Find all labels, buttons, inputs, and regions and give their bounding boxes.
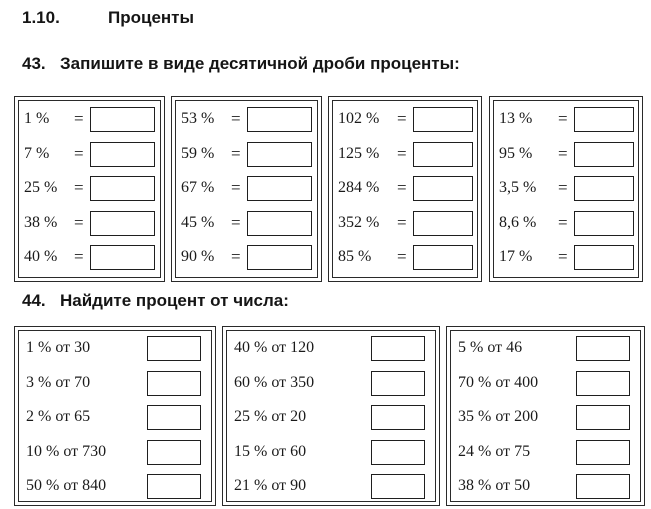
exercise-43-row bbox=[15, 207, 164, 241]
answer-box[interactable] bbox=[413, 211, 473, 236]
percent-of-number-label: 25 % от 20 bbox=[234, 408, 307, 426]
equals-sign: = bbox=[231, 212, 241, 232]
exercise-43-row bbox=[172, 241, 321, 275]
answer-box[interactable] bbox=[371, 336, 425, 361]
percent-label: 1 % bbox=[24, 110, 50, 127]
equals-sign: = bbox=[74, 143, 84, 163]
exercise-44-row bbox=[447, 332, 644, 366]
exercise-43-row bbox=[15, 138, 164, 172]
answer-box[interactable] bbox=[576, 336, 630, 361]
percent-label: 352 % bbox=[338, 213, 380, 231]
answer-box[interactable] bbox=[147, 474, 201, 499]
exercise-43-row bbox=[15, 103, 164, 137]
answer-box[interactable] bbox=[576, 474, 630, 499]
exercise-43-heading bbox=[22, 54, 460, 74]
equals-sign: = bbox=[74, 247, 84, 266]
equals-sign: = bbox=[74, 109, 84, 128]
answer-box[interactable] bbox=[247, 211, 312, 236]
answer-box[interactable] bbox=[371, 474, 425, 499]
answer-box[interactable] bbox=[90, 142, 155, 167]
percent-label: 25 % bbox=[24, 179, 58, 196]
answer-box[interactable] bbox=[574, 142, 634, 167]
equals-sign: = bbox=[397, 109, 407, 128]
exercise-43-row bbox=[172, 172, 321, 206]
exercise-43-row bbox=[490, 138, 642, 172]
percent-of-number-label: 40 % от 120 bbox=[234, 339, 315, 356]
exercise-44-row bbox=[15, 436, 215, 470]
answer-box[interactable] bbox=[147, 371, 201, 396]
exercise-43-row bbox=[329, 172, 481, 206]
answer-box[interactable] bbox=[90, 211, 155, 236]
exercise-44-row bbox=[223, 367, 439, 401]
percent-of-number-label: 2 % от 65 bbox=[26, 408, 91, 426]
exercise-44-row bbox=[223, 401, 439, 435]
percent-of-number-label: 10 % от 730 bbox=[26, 442, 107, 460]
exercise-44-panel-3 bbox=[446, 326, 645, 506]
equals-sign: = bbox=[397, 178, 407, 197]
exercise-44-row bbox=[15, 332, 215, 366]
exercise-44-row bbox=[223, 470, 439, 504]
percent-label: 284 % bbox=[338, 179, 380, 196]
answer-box[interactable] bbox=[371, 371, 425, 396]
exercise-43-row bbox=[172, 103, 321, 137]
equals-sign: = bbox=[397, 143, 407, 163]
answer-box[interactable] bbox=[90, 107, 155, 132]
exercise-43-row bbox=[329, 103, 481, 137]
answer-box[interactable] bbox=[247, 107, 312, 132]
exercise-43-row bbox=[490, 241, 642, 275]
percent-of-number-label: 60 % от 350 bbox=[234, 373, 315, 391]
exercise-43-row bbox=[172, 207, 321, 241]
exercise-43-panel-1 bbox=[14, 96, 165, 282]
exercise-43-row bbox=[15, 241, 164, 275]
exercise-44-row bbox=[223, 332, 439, 366]
answer-box[interactable] bbox=[413, 245, 473, 270]
answer-box[interactable] bbox=[413, 107, 473, 132]
exercise-44-row bbox=[223, 436, 439, 470]
exercise-44-instruction: Найдите процент от числа: bbox=[60, 291, 289, 310]
equals-sign: = bbox=[558, 109, 568, 128]
exercise-43-panel-3 bbox=[328, 96, 482, 282]
exercise-44-panel-1 bbox=[14, 326, 216, 506]
equals-sign: = bbox=[558, 247, 568, 266]
percent-label: 102 % bbox=[338, 110, 380, 127]
exercise-44-row bbox=[15, 470, 215, 504]
answer-box[interactable] bbox=[147, 405, 201, 430]
section-number: 1.10. bbox=[22, 8, 60, 27]
percent-label: 8,6 % bbox=[499, 213, 537, 231]
equals-sign: = bbox=[397, 212, 407, 232]
percent-of-number-label: 70 % от 400 bbox=[458, 373, 539, 391]
equals-sign: = bbox=[558, 212, 568, 232]
exercise-43-row bbox=[172, 138, 321, 172]
exercise-44-row bbox=[447, 470, 644, 504]
answer-box[interactable] bbox=[371, 440, 425, 465]
exercise-44-row bbox=[447, 436, 644, 470]
equals-sign: = bbox=[558, 178, 568, 197]
exercise-44-row bbox=[447, 401, 644, 435]
exercise-44-heading bbox=[22, 291, 289, 311]
equals-sign: = bbox=[231, 178, 241, 197]
section-title: Проценты bbox=[108, 8, 195, 27]
percent-of-number-label: 35 % от 200 bbox=[458, 408, 539, 426]
answer-box[interactable] bbox=[413, 176, 473, 201]
equals-sign: = bbox=[231, 109, 241, 128]
answer-box[interactable] bbox=[413, 142, 473, 167]
percent-of-number-label: 1 % от 30 bbox=[26, 339, 91, 356]
answer-box[interactable] bbox=[576, 371, 630, 396]
equals-sign: = bbox=[74, 178, 84, 197]
exercise-43-row bbox=[490, 172, 642, 206]
percent-label: 7 % bbox=[24, 144, 50, 162]
percent-label: 95 % bbox=[499, 144, 533, 162]
exercise-44-number: 44. bbox=[22, 291, 46, 310]
answer-box[interactable] bbox=[90, 245, 155, 270]
equals-sign: = bbox=[231, 143, 241, 163]
answer-box[interactable] bbox=[574, 107, 634, 132]
exercise-43-panel-2 bbox=[171, 96, 322, 282]
answer-box[interactable] bbox=[247, 245, 312, 270]
exercise-43-row bbox=[329, 241, 481, 275]
percent-of-number-label: 38 % от 50 bbox=[458, 477, 531, 495]
percent-of-number-label: 21 % от 90 bbox=[234, 477, 307, 495]
equals-sign: = bbox=[231, 247, 241, 266]
section-heading bbox=[22, 8, 194, 28]
answer-box[interactable] bbox=[247, 142, 312, 167]
exercise-43-row bbox=[490, 103, 642, 137]
percent-label: 125 % bbox=[338, 144, 380, 162]
percent-label: 59 % bbox=[181, 144, 215, 162]
exercise-44-panel-2 bbox=[222, 326, 440, 506]
equals-sign: = bbox=[397, 247, 407, 266]
answer-box[interactable] bbox=[574, 176, 634, 201]
percent-label: 85 % bbox=[338, 248, 372, 265]
percent-label: 3,5 % bbox=[499, 179, 537, 196]
exercise-43-instruction: Запишите в виде десятичной дроби проценты: bbox=[60, 54, 460, 73]
percent-label: 17 % bbox=[499, 248, 533, 265]
answer-box[interactable] bbox=[247, 176, 312, 201]
exercise-43-panel-4 bbox=[489, 96, 643, 282]
percent-label: 53 % bbox=[181, 110, 215, 127]
percent-of-number-label: 15 % от 60 bbox=[234, 442, 307, 460]
answer-box[interactable] bbox=[371, 405, 425, 430]
percent-label: 13 % bbox=[499, 110, 533, 127]
answer-box[interactable] bbox=[576, 405, 630, 430]
answer-box[interactable] bbox=[147, 336, 201, 361]
answer-box[interactable] bbox=[90, 176, 155, 201]
answer-box[interactable] bbox=[147, 440, 201, 465]
exercise-43-number: 43. bbox=[22, 54, 46, 73]
exercise-44-row bbox=[15, 401, 215, 435]
answer-box[interactable] bbox=[574, 245, 634, 270]
answer-box[interactable] bbox=[574, 211, 634, 236]
percent-label: 40 % bbox=[24, 248, 58, 265]
percent-of-number-label: 50 % от 840 bbox=[26, 477, 107, 495]
percent-of-number-label: 3 % от 70 bbox=[26, 373, 91, 391]
percent-label: 90 % bbox=[181, 248, 215, 265]
exercise-44-row bbox=[15, 367, 215, 401]
percent-of-number-label: 24 % от 75 bbox=[458, 442, 531, 460]
exercise-44-row bbox=[447, 367, 644, 401]
equals-sign: = bbox=[558, 143, 568, 163]
equals-sign: = bbox=[74, 212, 84, 232]
exercise-43-row bbox=[329, 207, 481, 241]
percent-label: 67 % bbox=[181, 179, 215, 196]
exercise-43-row bbox=[490, 207, 642, 241]
percent-of-number-label: 5 % от 46 bbox=[458, 339, 523, 356]
exercise-43-row bbox=[329, 138, 481, 172]
answer-box[interactable] bbox=[576, 440, 630, 465]
percent-label: 38 % bbox=[24, 213, 58, 231]
percent-label: 45 % bbox=[181, 213, 215, 231]
exercise-43-row bbox=[15, 172, 164, 206]
